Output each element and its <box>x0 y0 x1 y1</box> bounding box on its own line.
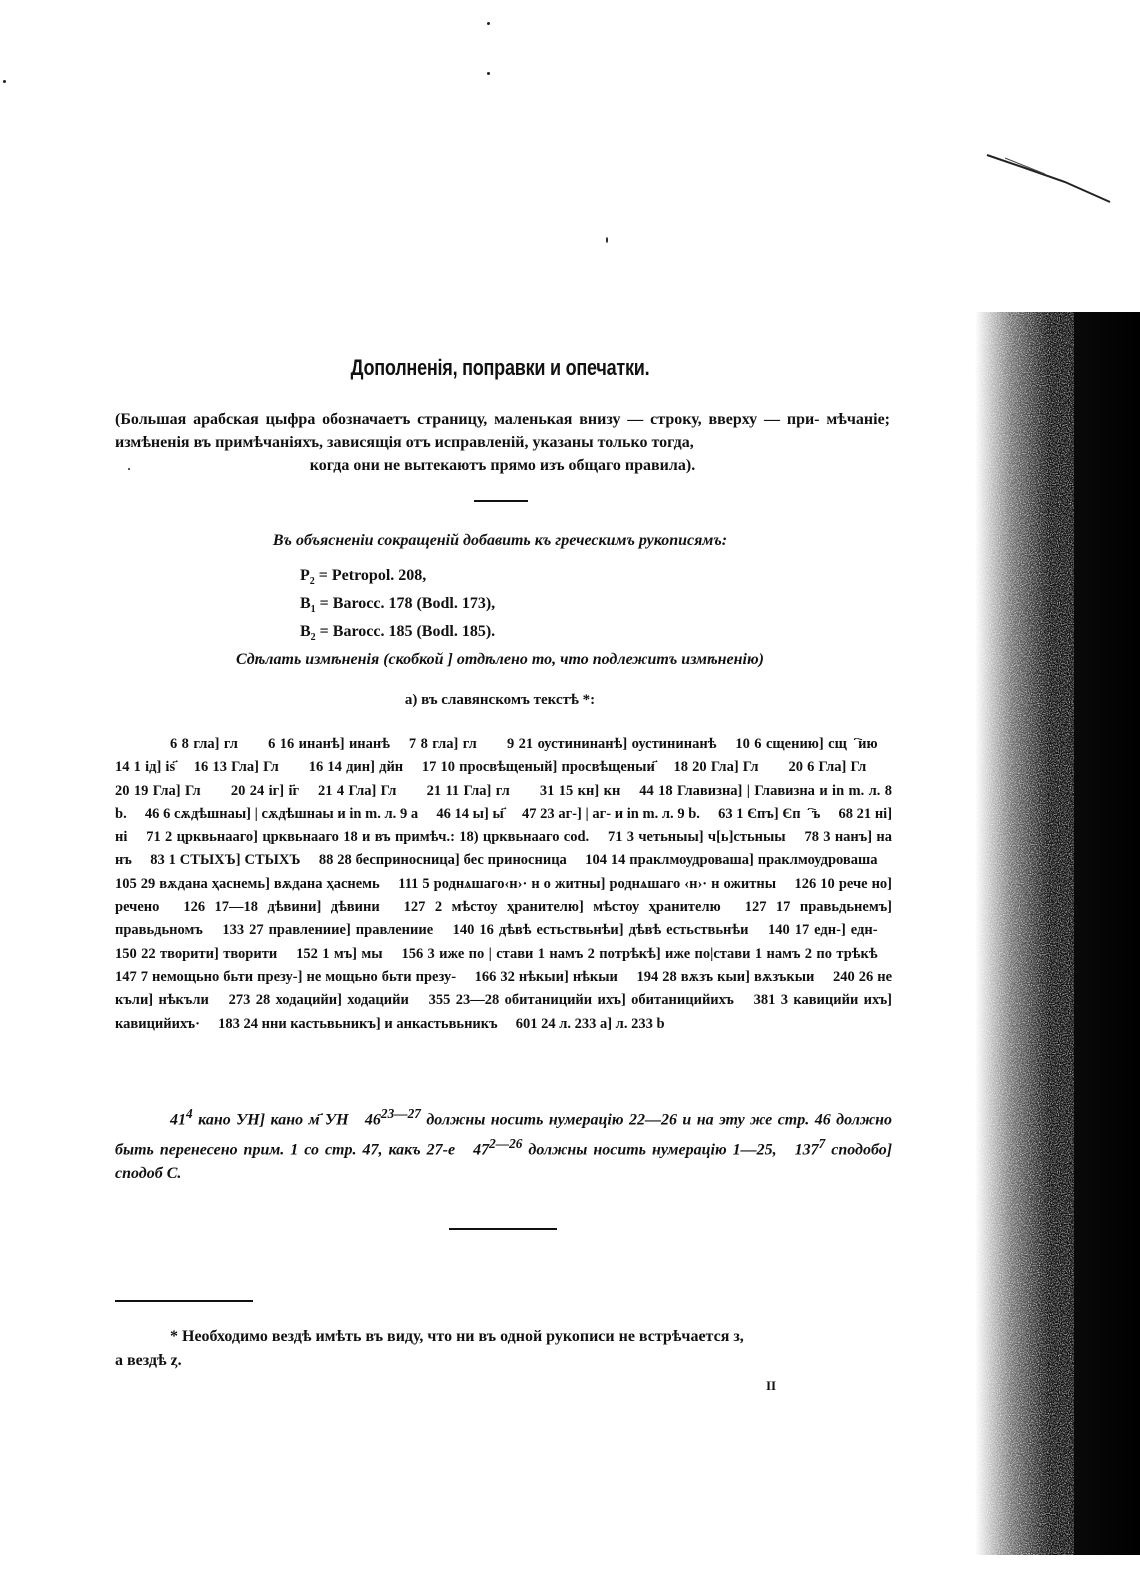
footnote-line: * Необходимо вездѣ имѣть въ виду, что ни въ одной рукописи не встрѣчается з, <box>170 1328 744 1345</box>
intro-line: когда они не вытекаютъ прямо изъ общаго правила). <box>309 457 696 474</box>
page-number: II <box>766 1378 777 1393</box>
note-ref: 137 <box>794 1141 819 1159</box>
scan-dark-edge <box>975 300 1140 1575</box>
section-heading-slavonic: а) въ славянскомъ текстѣ *: <box>404 692 596 708</box>
note-sup: 7 <box>818 1135 826 1151</box>
correction-item: 127 2 мѣстоу ҳранителю] мѣстоу ҳранителю <box>403 899 721 916</box>
abbreviation-item: $B_1$ = Barocc. 178 (Bodl. 173), <box>300 595 496 616</box>
intro-line: (Большая арабская цыфра обозначаетъ страницу, маленькая внизу — строку, вверху — при- <box>115 411 820 428</box>
correction-item: 111 5 роднѧшаго‹н›· н о житны] роднѧшаго ‹н›· н ожитны <box>398 875 777 892</box>
correction-item: 68 21 ні] ні <box>115 805 893 846</box>
note-sup: 4 <box>186 1106 193 1121</box>
note-text: должны носить нумерацію 22—26 и на эту же стр. 46 должно быть перенесено прим. 1 со стр. 47, какъ 27-е <box>115 1111 893 1159</box>
note-sup: 23—27 <box>380 1106 421 1121</box>
correction-item: 20 19 Гла] Глⷶ <box>115 782 212 799</box>
footnote-line: а вездѣ ȥ. <box>115 1352 182 1369</box>
abbreviation-item: $P_2$ = Petropol. 208, <box>300 567 427 588</box>
correction-item: 126 10 рече но] речено <box>115 875 893 916</box>
correction-item: 126 17—18 дѣвини] дѣвини <box>183 899 380 916</box>
scan-speck <box>487 22 490 25</box>
correction-item: 71 3 четьныы] ч[ь]стьныы <box>607 829 786 846</box>
note-sup: 2—26 <box>489 1135 523 1151</box>
correction-item: 44 18 Главизна] | Главизна и in m. л. 8 b. <box>115 782 893 822</box>
correction-item: 9 21 оустининанѣ] оустининанѣ <box>506 736 717 752</box>
section-divider <box>449 1228 557 1230</box>
correction-item: 150 22 творити] творити <box>115 945 278 962</box>
note-text: сподобо] сподоб С. <box>115 1141 893 1182</box>
correction-item: 273 28 ходацийи] ходацийи <box>228 992 409 1009</box>
correction-item: 88 28 бесприносница] бес приносница <box>318 852 567 869</box>
correction-item: 46 6 сѫдѣшнаы] | сѫдѣшнаы и in m. л. 9 a <box>144 805 419 822</box>
correction-item: 127 17 правьдьнемъ] правьдьномъ <box>115 899 892 939</box>
correction-item: 140 16 дѣвѣ естьствьнѣи] дѣвѣ естьствьнѣи <box>452 922 749 939</box>
intro-line: мѣчаніе; измѣненія въ примѣчаніяхъ, зависящія отъ исправленій, указаны только тогда, <box>115 411 890 451</box>
abbreviations-list <box>300 565 495 650</box>
correction-item: 381 3 кавицийи ихъ] кавицийихъ· <box>115 992 893 1032</box>
correction-item: 183 24 нни кастьвьникъ] и анкастьвьникъ <box>218 1015 498 1032</box>
section-divider <box>474 500 528 502</box>
correction-item: 147 7 немощьно бьти презу-] не мощьно бьти презу- <box>115 968 457 985</box>
correction-item: 83 1 СТЫХЪ] СТЫХЪ <box>150 852 301 869</box>
correction-item: 18 20 Гла] Глⷶ <box>673 759 770 776</box>
correction-item: 105 29 вѫдана ҳаснемь] вѫдана ҳаснемь <box>115 875 380 892</box>
correction-item: 104 14 праклмоудроваша] праклмоудроваша <box>585 852 878 869</box>
note-text: должны носить нумерацію 1—25, <box>528 1141 777 1159</box>
correction-item: 355 23—28 обитаницийи ихъ] обитаницийихъ <box>428 992 734 1009</box>
correction-item: 6 16 инанѣ] инанѣ <box>268 736 390 752</box>
note-ref: 46 <box>364 1111 381 1129</box>
correction-item: 47 23 аг-] | аг- и in m. л. 9 b. <box>522 805 700 822</box>
correction-item: 140 17 едн-] едн- <box>767 922 878 939</box>
scan-speck <box>487 72 490 75</box>
correction-item: 240 26 не къли] нѣкъли <box>115 968 893 1009</box>
correction-item: 14 1 ід] іѕ҃ <box>115 759 176 776</box>
footnote-divider <box>115 1300 253 1302</box>
correction-item: 20 6 Гла] Глⷶ <box>788 759 878 776</box>
correction-item: 16 14 дин] дйн <box>308 759 404 776</box>
note-text: кано УН] кано м҃ УН <box>198 1111 349 1129</box>
correction-item: 166 32 нѣкыи] нѣкыи <box>474 968 618 985</box>
correction-item: 133 27 правлениие] правлениие <box>222 922 434 939</box>
correction-item: 46 14 ы] ы҃ <box>436 805 504 822</box>
intro-paragraph <box>115 408 890 477</box>
note-ref: 41 <box>170 1111 186 1129</box>
note-ref: 47 <box>473 1141 490 1159</box>
scan-speck <box>3 80 6 83</box>
correction-item: 31 15 кн] кн <box>539 782 621 799</box>
correction-item: 71 2 црквьнааго] црквьнааго 18 и въ примѣч.: 18) црквьнааго cod. <box>146 829 590 846</box>
abbreviations-heading: Въ объясненіи сокращеній добавить къ греческимъ рукописямъ: <box>272 532 728 549</box>
correction-item: 152 1 мъ] мы <box>296 945 383 962</box>
correction-item: 21 11 Гла] глⷶ <box>426 782 521 799</box>
scan-scratch-mark <box>985 150 1115 210</box>
correction-item: 17 10 просвѣщеный] просвѣщеныи҃ <box>421 759 655 776</box>
changes-heading: Сдѣлать измѣненія (скобкой ] отдѣлено то, что подлежитъ измѣненію) <box>236 651 764 668</box>
abbreviation-item: $B_2$ = Barocc. 185 (Bodl. 185). <box>300 623 496 644</box>
correction-item: 156 3 иже по | стави 1 намъ 2 потрѣкѣ] иже по|стави 1 намъ 2 по трѣкѣ <box>401 945 878 962</box>
correction-item: 21 4 Гла] Глⷶ <box>317 782 408 799</box>
scan-speck <box>606 237 608 243</box>
footnote <box>115 1325 892 1373</box>
correction-item: 63 1 Єпъ] Єпⷭ҇ъ <box>718 805 821 822</box>
correction-item: 194 28 вѫзъ кыи] вѫзъкыи <box>636 968 815 985</box>
page-title: Дополненія, поправки и опечатки. <box>350 355 650 380</box>
correction-item: 6 8 гла] глⷶ <box>170 736 250 752</box>
correction-item: 601 24 л. 233 а] л. 233 b <box>515 1015 665 1032</box>
correction-item: 10 6 сщению] сщⷩ҇ию <box>735 736 878 752</box>
correction-item: 16 13 Гла] Глⷶ <box>193 759 291 776</box>
correction-item: 78 3 нанъ] на нъ <box>115 829 892 869</box>
corrections-list <box>115 733 892 1036</box>
notes-paragraph <box>115 1102 892 1185</box>
correction-item: 20 24 іг] і҃г <box>230 782 300 799</box>
correction-item: 7 8 гла] глⷶ <box>408 736 489 752</box>
